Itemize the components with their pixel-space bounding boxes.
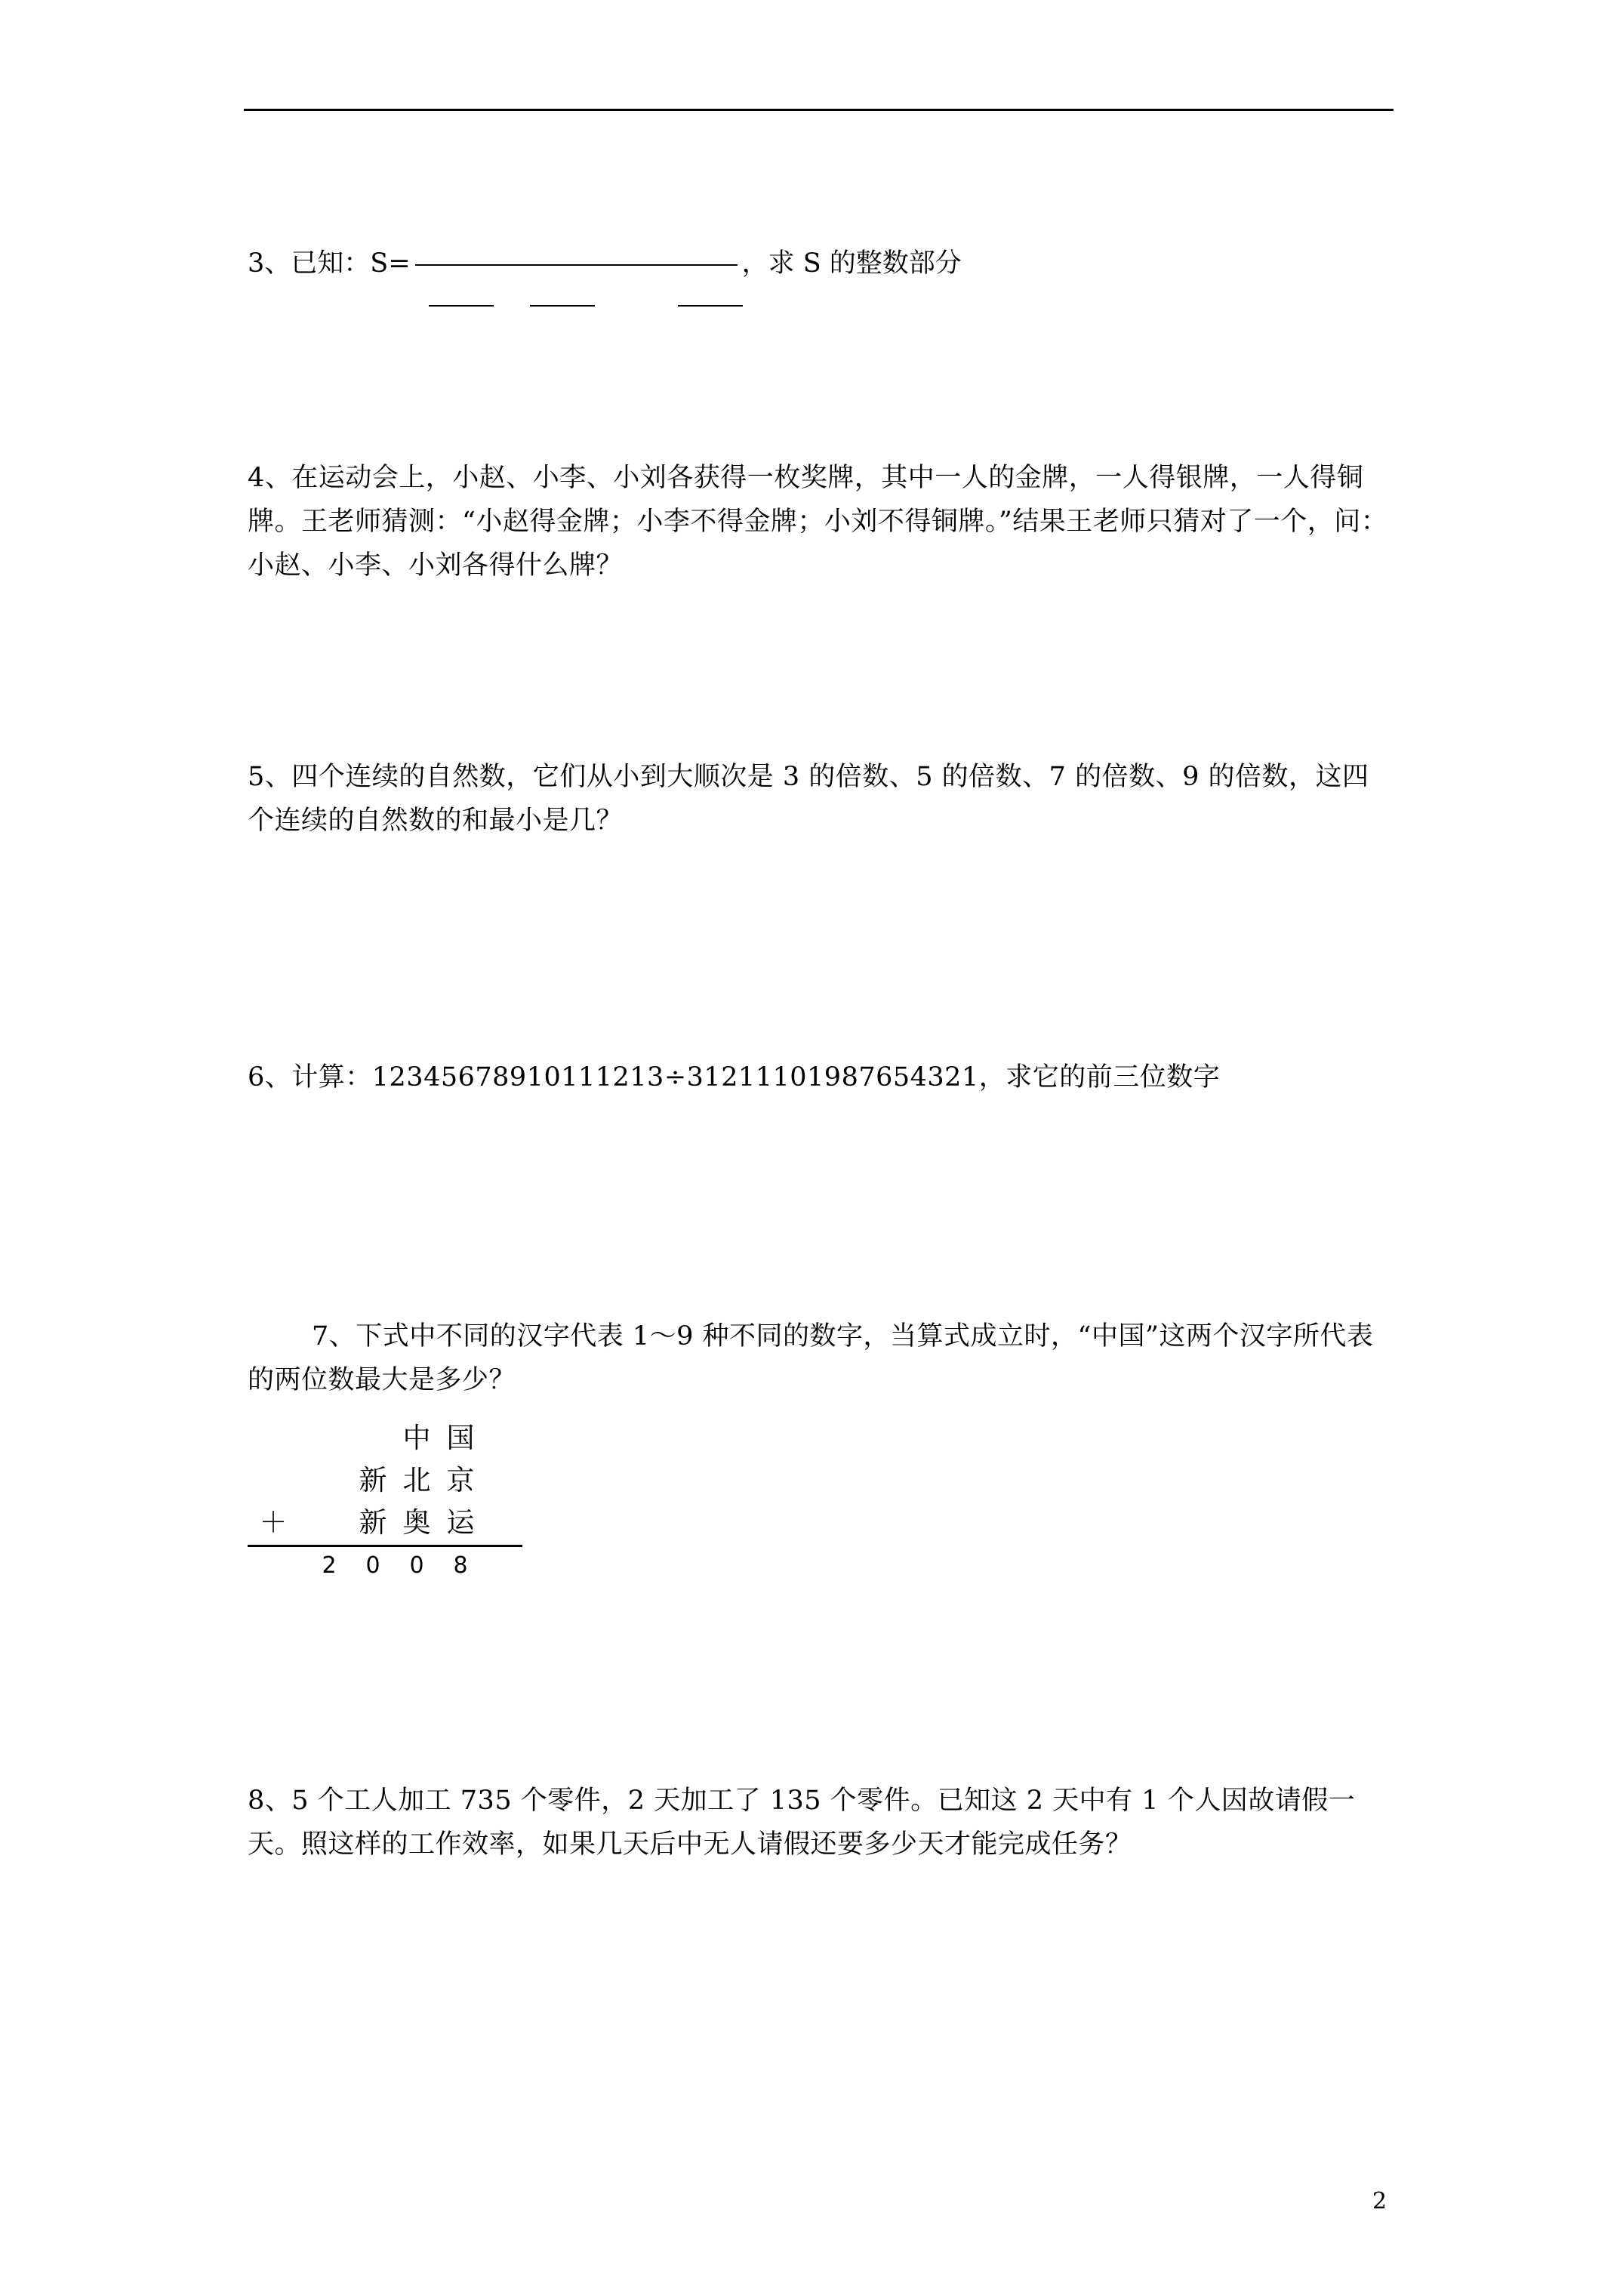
sum-digit: 0: [409, 1552, 424, 1579]
question-4: [248, 456, 1395, 587]
sum-digit: 0: [365, 1552, 380, 1579]
puzzle-char: 国: [446, 1422, 475, 1454]
header-rule: [244, 109, 1394, 111]
puzzle-char: 新: [359, 1464, 387, 1496]
page-number: 2: [1372, 2188, 1387, 2214]
plus-sign: ＋: [259, 1506, 288, 1539]
denominator-mark: [429, 305, 494, 307]
question-3-prefix: 3、已知：S=: [248, 248, 411, 279]
question-7: [248, 1314, 1395, 1402]
question-8-text: 8、5 个工人加工 735 个零件，2 天加工了 135 个零件。已知这 2 天中有 1 个人因故请假一天。照这样的工作效率，如果几天后中无人请假还要多少天才能完成任务？: [248, 1786, 1356, 1860]
sum-digit: 2: [322, 1552, 337, 1579]
question-5: [248, 755, 1395, 843]
denominator-mark: [678, 305, 743, 307]
sum-rule: [248, 1545, 522, 1547]
puzzle-char: 奥: [402, 1506, 431, 1539]
puzzle-char: 京: [446, 1464, 475, 1496]
question-4-text: 4、在运动会上，小赵、小李、小刘各获得一枚奖牌，其中一人的金牌，一人得银牌，一人得铜牌。王老师猜测：“小赵得金牌；小李不得金牌；小刘不得铜牌。”结果王老师只猜对了一个，问：小赵、小李、小刘各得什么牌？: [248, 463, 1388, 581]
puzzle-char: 北: [402, 1464, 431, 1496]
denominator-mark: [530, 305, 595, 307]
question-3: [248, 242, 962, 285]
puzzle-char: 中: [402, 1422, 431, 1454]
puzzle-char: 运: [446, 1506, 475, 1539]
question-6: [248, 1056, 1395, 1099]
fraction-bar: [415, 264, 738, 266]
question-6-text: 6、计算：12345678910111213÷31211101987654321，求它的前三位数字: [248, 1062, 1221, 1093]
question-3-suffix: ，求 S 的整数部分: [741, 248, 962, 279]
question-5-text: 5、四个连续的自然数，它们从小到大顺次是 3 的倍数、5 的倍数、7 的倍数、9 的倍数，这四个连续的自然数的和最小是几？: [248, 762, 1369, 836]
question-8: [248, 1779, 1395, 1866]
question-7-text: 7、下式中不同的汉字代表 1～9 种不同的数字，当算式成立时，“中国”这两个汉字所代表的两位数最大是多少？: [248, 1321, 1374, 1395]
puzzle-char: 新: [359, 1506, 387, 1539]
sum-digit: 8: [453, 1552, 468, 1579]
